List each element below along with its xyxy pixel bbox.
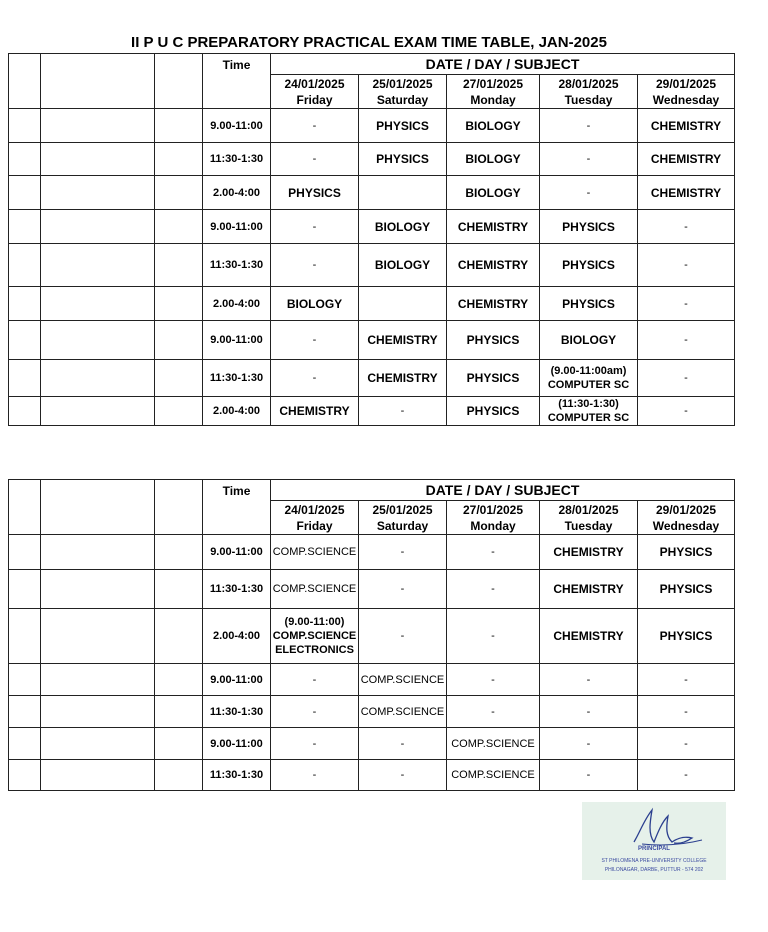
blank-cell <box>41 728 155 760</box>
blank-cell <box>155 109 203 143</box>
time-cell: 2.00-4:00 <box>203 609 271 664</box>
subject-text: CHEMISTRY <box>650 185 722 200</box>
date-header-cell <box>359 75 447 109</box>
blank-cell <box>41 535 155 570</box>
subject-cell <box>540 287 638 321</box>
subject-text: BIOLOGY <box>465 185 521 200</box>
subject-text: CHEMISTRY <box>367 371 438 385</box>
time-cell: 9.00-11:00 <box>203 535 271 570</box>
subject-cell <box>540 360 638 397</box>
blank-cell <box>41 397 155 426</box>
time-cell: 9.00-11:00 <box>203 728 271 760</box>
date-header-cell <box>359 501 447 535</box>
subject-text: - <box>400 737 405 750</box>
subject-cell <box>271 609 359 664</box>
date-header-cell <box>271 501 359 535</box>
date-label: 28/01/2025 <box>558 502 619 517</box>
subject-cell <box>359 176 447 210</box>
blank-cell <box>155 287 203 321</box>
subject-text: PHYSICS <box>562 258 615 272</box>
page-title: II P U C PREPARATORY PRACTICAL EXAM TIME TABLE, JAN-2025 <box>131 34 607 51</box>
date-header-cell <box>447 75 540 109</box>
stamp-line-2: PHILONAGAR, DARBE, PUTTUR - 574 202 <box>604 867 704 873</box>
date-header-cell <box>540 75 638 109</box>
blank-cell <box>41 287 155 321</box>
subject-cell <box>271 535 359 570</box>
subject-text: CHEMISTRY <box>650 118 722 133</box>
subject-text: COMP.SCIENCE <box>360 705 445 718</box>
subject-text: - <box>400 630 405 642</box>
subject-cell <box>447 287 540 321</box>
subject-cell <box>447 760 540 791</box>
subject-cell <box>447 696 540 728</box>
time-cell: 11:30-1:30 <box>203 570 271 609</box>
time-cell: 9.00-11:00 <box>203 109 271 143</box>
blank-cell <box>41 696 155 728</box>
subject-cell <box>638 176 735 210</box>
subject-text: BIOLOGY <box>465 152 521 166</box>
subject-cell <box>447 664 540 696</box>
time-cell: 11:30-1:30 <box>203 696 271 728</box>
date-label: 24/01/2025 <box>284 76 345 91</box>
subject-cell <box>447 570 540 609</box>
blank-cell <box>155 570 203 609</box>
subject-text: - <box>312 220 317 233</box>
subject-text: - <box>684 405 688 417</box>
subject-text: BIOLOGY <box>286 296 343 311</box>
subject-cell <box>359 321 447 360</box>
date-day-subject-header: DATE / DAY / SUBJECT <box>271 480 735 501</box>
table-row <box>9 176 735 210</box>
subject-text: - <box>491 546 495 558</box>
subject-cell <box>359 609 447 664</box>
subject-cell <box>271 210 359 244</box>
subject-cell <box>359 244 447 287</box>
subject-cell <box>638 397 735 426</box>
blank-cell <box>9 109 41 143</box>
subject-text: CHEMISTRY <box>457 258 529 272</box>
time-header: Time <box>203 480 271 535</box>
subject-text: COMP.SCIENCE <box>360 673 445 686</box>
blank-cell <box>9 176 41 210</box>
blank-cell <box>155 176 203 210</box>
subject-cell <box>359 535 447 570</box>
table-row <box>9 109 735 143</box>
day-label: Saturday <box>376 518 429 533</box>
blank-cell <box>9 535 41 570</box>
subject-cell <box>638 287 735 321</box>
subject-text: - <box>400 769 405 781</box>
subject-text: - <box>684 705 688 718</box>
subject-cell <box>359 360 447 397</box>
subject-text: CHEMISTRY <box>553 545 624 559</box>
time-cell: 11:30-1:30 <box>203 360 271 397</box>
subject-cell <box>447 609 540 664</box>
subject-cell <box>638 143 735 176</box>
blank-header-cell <box>41 54 155 109</box>
subject-text: CHEMISTRY <box>553 629 624 643</box>
subject-cell <box>447 143 540 176</box>
subject-cell <box>638 244 735 287</box>
time-cell: 2.00-4:00 <box>203 176 271 210</box>
day-label: Wednesday <box>652 518 720 533</box>
blank-cell <box>41 143 155 176</box>
subject-cell <box>638 570 735 609</box>
day-label: Friday <box>296 518 333 533</box>
day-label: Tuesday <box>564 92 613 107</box>
subject-text: - <box>400 546 405 558</box>
blank-cell <box>41 321 155 360</box>
blank-cell <box>41 760 155 791</box>
subject-cell <box>638 728 735 760</box>
subject-cell <box>359 760 447 791</box>
blank-cell <box>9 360 41 397</box>
date-header-cell <box>271 75 359 109</box>
subject-cell <box>540 696 638 728</box>
time-cell: 2.00-4:00 <box>203 287 271 321</box>
subject-text: - <box>586 769 591 781</box>
subject-cell <box>540 397 638 426</box>
subject-cell <box>638 609 735 664</box>
subject-text: BIOLOGY <box>374 258 431 272</box>
subject-cell <box>271 321 359 360</box>
subject-text: - <box>312 334 317 346</box>
subject-cell <box>540 728 638 760</box>
table-row <box>9 287 735 321</box>
subject-text: - <box>586 186 591 199</box>
subject-text: - <box>400 583 405 595</box>
table-row <box>9 570 735 609</box>
subject-text: PHYSICS <box>466 404 520 418</box>
subject-text: - <box>586 673 591 686</box>
blank-header-cell <box>41 480 155 535</box>
subject-cell <box>540 609 638 664</box>
table-row <box>9 728 735 760</box>
subject-text: - <box>312 259 317 271</box>
date-label: 24/01/2025 <box>284 502 345 517</box>
subject-text: - <box>586 119 591 132</box>
blank-cell <box>41 664 155 696</box>
subject-text: - <box>586 153 591 165</box>
subject-cell <box>638 109 735 143</box>
time-cell: 9.00-11:00 <box>203 664 271 696</box>
subject-text: - <box>312 372 317 384</box>
subject-cell <box>271 360 359 397</box>
subject-cell <box>540 109 638 143</box>
subject-cell <box>638 664 735 696</box>
blank-cell <box>9 321 41 360</box>
subject-text: COMP.SCIENCE <box>451 737 535 750</box>
subject-cell <box>359 570 447 609</box>
blank-cell <box>9 609 41 664</box>
blank-cell <box>155 321 203 360</box>
blank-cell <box>41 176 155 210</box>
subject-text: COMP.SCIENCE <box>272 583 357 595</box>
blank-header-cell <box>155 480 203 535</box>
subject-cell <box>447 321 540 360</box>
blank-header-cell <box>9 54 41 109</box>
subject-cell <box>359 664 447 696</box>
day-label: Monday <box>470 518 516 533</box>
subject-text: PHYSICS <box>562 219 615 234</box>
subject-text: - <box>684 737 688 750</box>
table-row <box>9 696 735 728</box>
blank-cell <box>155 696 203 728</box>
subject-text: COMP.SCIENCE <box>451 769 535 781</box>
subject-cell <box>447 728 540 760</box>
day-label: Saturday <box>376 92 429 107</box>
blank-cell <box>9 696 41 728</box>
subject-text: - <box>312 737 317 750</box>
subject-text: CHEMISTRY <box>367 333 438 347</box>
table-row <box>9 664 735 696</box>
subject-text: - <box>312 153 317 165</box>
stamp-line-1: ST PHILOMENA PRE-UNIVERSITY COLLEGE <box>601 858 707 864</box>
table-row <box>9 244 735 287</box>
subject-text: CHEMISTRY <box>457 219 529 234</box>
subject-text: (11:30-1:30) COMPUTER SC <box>547 398 630 424</box>
subject-text: - <box>684 220 688 233</box>
subject-text: - <box>400 405 405 417</box>
subject-text: PHYSICS <box>659 545 713 559</box>
subject-cell <box>271 143 359 176</box>
header-row <box>9 480 735 501</box>
subject-text: - <box>684 334 688 346</box>
subject-cell <box>540 210 638 244</box>
blank-cell <box>41 244 155 287</box>
blank-header-cell <box>155 54 203 109</box>
subject-cell <box>359 143 447 176</box>
subject-cell <box>540 321 638 360</box>
subject-text: - <box>491 705 495 718</box>
subject-text: (9.00-11:00am) COMPUTER SC <box>547 365 630 391</box>
blank-cell <box>155 535 203 570</box>
blank-cell <box>41 570 155 609</box>
subject-cell <box>271 696 359 728</box>
date-label: 28/01/2025 <box>558 76 619 91</box>
date-day-subject-header: DATE / DAY / SUBJECT <box>271 54 735 75</box>
subject-cell <box>359 696 447 728</box>
blank-cell <box>155 244 203 287</box>
subject-text: COMP.SCIENCE <box>272 546 357 558</box>
subject-cell <box>638 535 735 570</box>
table-row <box>9 397 735 426</box>
subject-text: CHEMISTRY <box>650 152 722 166</box>
blank-cell <box>41 360 155 397</box>
subject-cell <box>540 664 638 696</box>
timetable-1 <box>8 53 735 426</box>
subject-text: PHYSICS <box>376 152 429 166</box>
subject-text: CHEMISTRY <box>279 404 350 418</box>
subject-cell <box>447 535 540 570</box>
subject-cell <box>447 176 540 210</box>
subject-text: - <box>684 297 688 310</box>
blank-cell <box>9 244 41 287</box>
blank-cell <box>9 210 41 244</box>
table-row <box>9 360 735 397</box>
subject-cell <box>638 760 735 791</box>
subject-text: PHYSICS <box>376 118 429 133</box>
time-cell: 11:30-1:30 <box>203 244 271 287</box>
subject-text: - <box>491 630 495 642</box>
subject-cell <box>540 176 638 210</box>
time-cell: 9.00-11:00 <box>203 210 271 244</box>
subject-cell <box>638 210 735 244</box>
blank-cell <box>41 109 155 143</box>
subject-text: - <box>684 769 688 781</box>
subject-cell <box>540 535 638 570</box>
subject-cell <box>271 728 359 760</box>
subject-cell <box>447 210 540 244</box>
subject-cell <box>271 244 359 287</box>
blank-cell <box>9 143 41 176</box>
timetable-2 <box>8 479 735 791</box>
date-header-cell <box>638 501 735 535</box>
subject-text: PHYSICS <box>659 629 713 643</box>
blank-cell <box>155 397 203 426</box>
subject-text: - <box>684 372 688 384</box>
subject-cell <box>638 360 735 397</box>
subject-text: - <box>684 259 688 271</box>
subject-text: CHEMISTRY <box>457 296 529 311</box>
table-row <box>9 535 735 570</box>
subject-cell <box>271 109 359 143</box>
blank-cell <box>155 728 203 760</box>
table-row <box>9 609 735 664</box>
subject-cell <box>540 244 638 287</box>
table-row <box>9 143 735 176</box>
subject-cell <box>447 109 540 143</box>
subject-cell <box>271 176 359 210</box>
subject-cell <box>359 728 447 760</box>
blank-cell <box>9 760 41 791</box>
date-header-cell <box>447 501 540 535</box>
stamp-title: PRINCIPAL <box>638 846 670 852</box>
subject-text: PHYSICS <box>659 582 713 596</box>
subject-text: - <box>586 737 591 750</box>
time-cell: 11:30-1:30 <box>203 143 271 176</box>
subject-text: - <box>312 119 317 132</box>
blank-cell <box>155 760 203 791</box>
subject-text: PHYSICS <box>288 185 341 200</box>
time-cell: 11:30-1:30 <box>203 760 271 791</box>
subject-text: - <box>312 769 317 781</box>
subject-cell <box>271 760 359 791</box>
subject-text: - <box>312 673 317 686</box>
day-label: Monday <box>470 92 516 107</box>
date-header-cell <box>540 501 638 535</box>
date-label: 27/01/2025 <box>462 76 524 91</box>
day-label: Friday <box>296 92 333 107</box>
subject-cell <box>271 664 359 696</box>
blank-cell <box>155 664 203 696</box>
date-header-cell <box>638 75 735 109</box>
blank-cell <box>41 609 155 664</box>
time-cell: 9.00-11:00 <box>203 321 271 360</box>
subject-cell <box>359 109 447 143</box>
blank-cell <box>9 287 41 321</box>
blank-cell <box>155 609 203 664</box>
subject-cell <box>447 244 540 287</box>
subject-cell <box>638 321 735 360</box>
date-label: 25/01/2025 <box>372 502 433 517</box>
subject-cell <box>359 397 447 426</box>
table-row <box>9 760 735 791</box>
day-label: Wednesday <box>652 92 720 107</box>
header-row <box>9 54 735 75</box>
subject-cell <box>540 570 638 609</box>
subject-text: BIOLOGY <box>465 118 521 133</box>
date-label: 25/01/2025 <box>372 76 433 91</box>
subject-cell <box>271 287 359 321</box>
blank-cell <box>9 664 41 696</box>
subject-text: - <box>684 673 688 686</box>
principal-stamp <box>582 802 726 880</box>
time-header: Time <box>203 54 271 109</box>
blank-cell <box>9 397 41 426</box>
date-label: 29/01/2025 <box>655 76 717 91</box>
subject-cell <box>271 397 359 426</box>
subject-text: PHYSICS <box>466 371 520 385</box>
subject-text: - <box>491 673 495 686</box>
subject-text: (9.00-11:00) COMP.SCIENCE ELECTRONICS <box>272 616 357 656</box>
subject-text: BIOLOGY <box>374 219 431 234</box>
subject-text: - <box>586 705 591 718</box>
subject-text: PHYSICS <box>562 296 615 311</box>
subject-cell <box>447 360 540 397</box>
date-label: 27/01/2025 <box>462 502 524 517</box>
subject-cell <box>359 210 447 244</box>
subject-cell <box>447 397 540 426</box>
blank-cell <box>155 360 203 397</box>
subject-cell <box>271 570 359 609</box>
blank-header-cell <box>9 480 41 535</box>
table-row <box>9 210 735 244</box>
subject-text: CHEMISTRY <box>553 582 624 596</box>
subject-text: BIOLOGY <box>560 333 617 347</box>
blank-cell <box>155 143 203 176</box>
blank-cell <box>155 210 203 244</box>
subject-text: - <box>312 705 317 718</box>
blank-cell <box>9 570 41 609</box>
subject-cell <box>540 760 638 791</box>
subject-text: PHYSICS <box>466 333 520 347</box>
subject-cell <box>359 287 447 321</box>
date-label: 29/01/2025 <box>655 502 717 517</box>
table-row <box>9 321 735 360</box>
time-cell: 2.00-4:00 <box>203 397 271 426</box>
blank-cell <box>9 728 41 760</box>
subject-cell <box>540 143 638 176</box>
blank-cell <box>41 210 155 244</box>
subject-text: - <box>491 583 495 595</box>
day-label: Tuesday <box>564 518 613 533</box>
subject-cell <box>638 696 735 728</box>
